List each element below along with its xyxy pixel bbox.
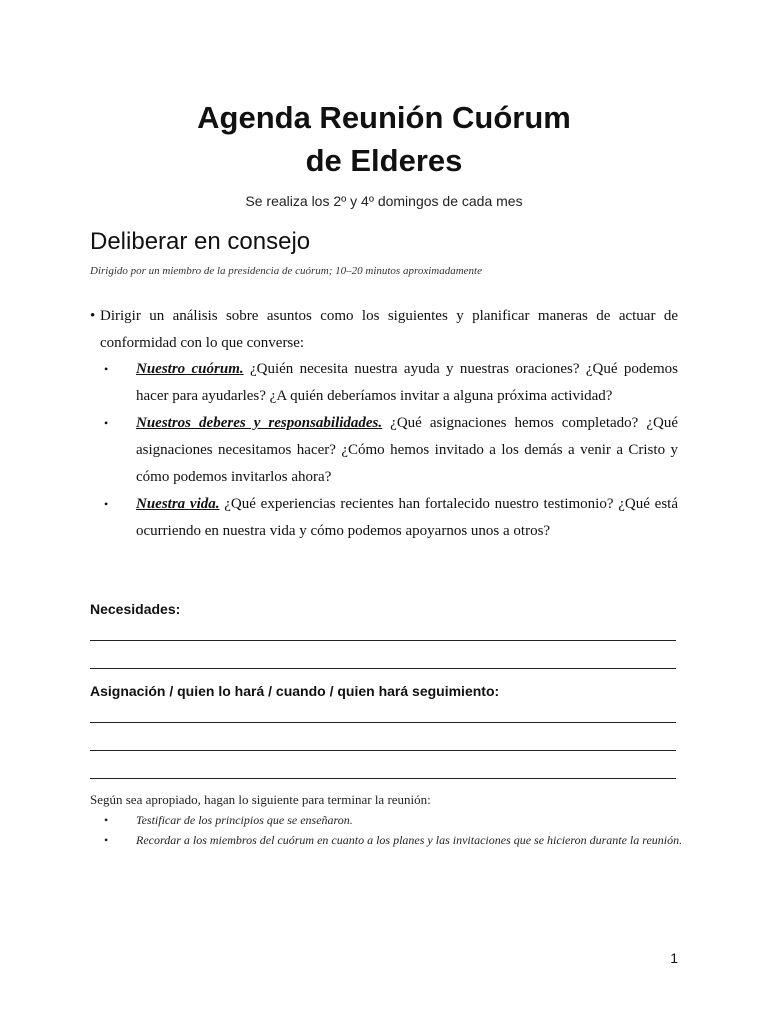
section-note: Dirigido por un miembro de la presidencia de cuórum; 10–20 minutos aproximadamente: [90, 265, 482, 277]
needs-line[interactable]: [90, 640, 676, 641]
topic-bullet: •: [104, 416, 109, 430]
topic-item: [104, 356, 678, 410]
needs-line[interactable]: [90, 668, 676, 669]
assignment-line[interactable]: [90, 722, 676, 723]
needs-label: Necesidades:: [90, 601, 181, 617]
closing-bullet: •: [104, 813, 109, 827]
schedule-subtitle: Se realiza los 2º y 4º domingos de cada mes: [245, 193, 523, 209]
title-line-1: Agenda Reunión Cuórum: [197, 100, 571, 135]
page-title: [0, 96, 768, 182]
topic-lead: Nuestros deberes y responsabilidades.: [136, 415, 383, 431]
section-heading: Deliberar en consejo: [90, 228, 311, 255]
topic-text: ¿Qué asignaciones hemos completado? ¿Qué asignaciones necesitamos hacer? ¿Cómo hemos invitado a los demás a venir a Cristo y cómo podemos invitarlos ahora?: [136, 415, 679, 485]
closing-item-text: Testificar de los principios que se enseñaron.: [136, 813, 353, 827]
closing-item: [104, 810, 684, 830]
topic-bullet: •: [104, 362, 109, 376]
topic-lead: Nuestra vida.: [136, 496, 220, 512]
title-line-2: de Elderes: [305, 143, 463, 178]
main-bullet: [90, 303, 678, 357]
topic-text: ¿Qué experiencias recientes han fortalecido nuestro testimonio? ¿Qué está ocurriendo en nuestra vida y cómo podemos apoyarnos unos a otros?: [136, 496, 678, 539]
topic-list: [104, 356, 678, 545]
assignment-label: Asignación / quien lo hará / cuando / quien hará seguimiento:: [90, 683, 500, 699]
topic-text: ¿Quién necesita nuestra ayuda y nuestras oraciones? ¿Qué podemos hacer para ayudarles? ¿A quién deberíamos invitar a alguna próxima actividad?: [136, 361, 679, 404]
closing-item-text: Recordar a los miembros del cuórum en cuanto a los planes y las invitaciones que se hicieron durante la reunión.: [136, 833, 683, 847]
main-bullet-text: Dirigir un análisis sobre asuntos como los siguientes y planificar maneras de actuar de conformidad con lo que converse:: [100, 308, 678, 351]
assignment-line[interactable]: [90, 750, 676, 751]
assignment-line[interactable]: [90, 778, 676, 779]
topic-lead: Nuestro cuórum.: [136, 361, 244, 377]
main-bullet-marker: •: [90, 308, 96, 324]
topic-item: [104, 410, 678, 491]
closing-list: [104, 810, 684, 850]
topic-bullet: •: [104, 497, 109, 511]
topic-item: [104, 491, 678, 545]
closing-bullet: •: [104, 833, 109, 847]
closing-intro: Según sea apropiado, hagan lo siguiente para terminar la reunión:: [90, 792, 431, 807]
closing-item: [104, 830, 684, 850]
page-number: 1: [670, 950, 678, 966]
